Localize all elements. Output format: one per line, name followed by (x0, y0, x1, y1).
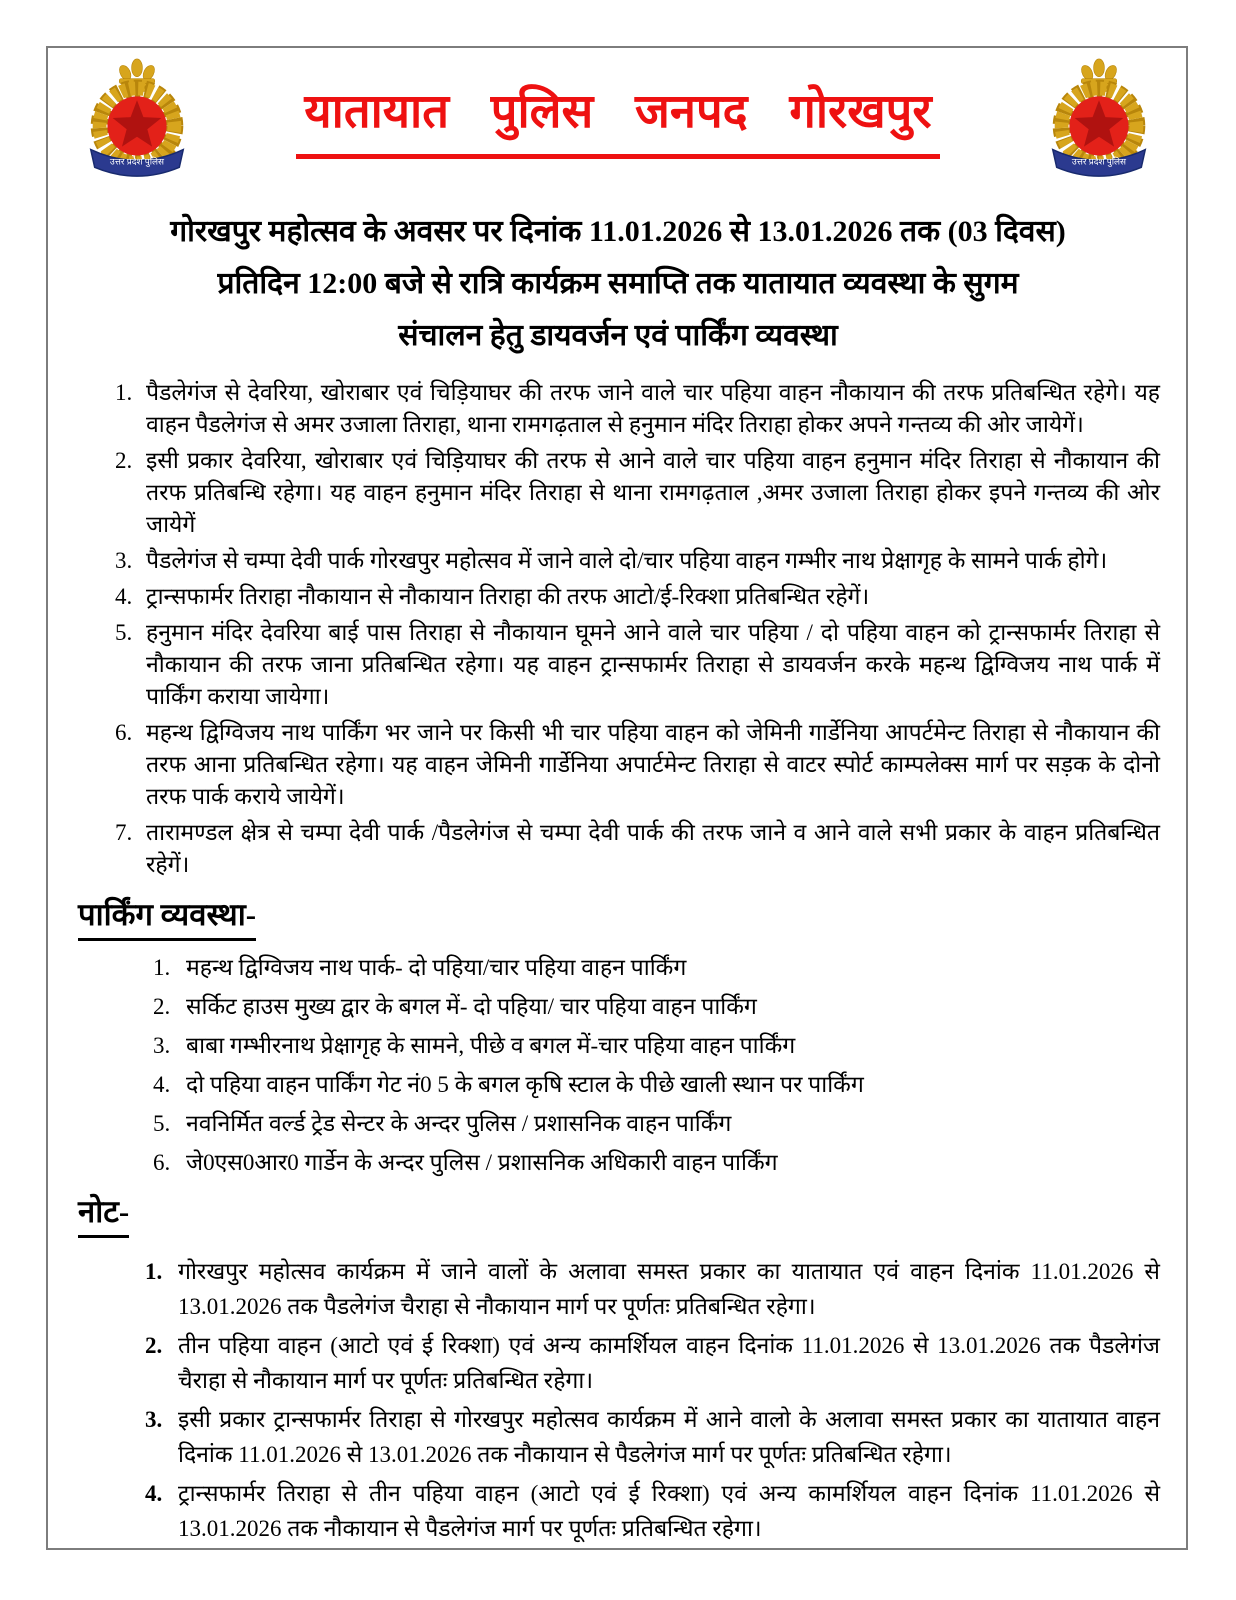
note-list (76, 1254, 1160, 1546)
note-item-4: 4. ट्रान्सफार्मर तिराहा से तीन पहिया वाहन (आटो एवं ई रिक्शा) एवं अन्य कामर्शियल वाहन दिनांक 11.01.2026 से 13.01.2026 तक नौकायान से पैडलेगंज मार्ग पर पूर्णतः प्रतिबन्धित रहेगा। (168, 1476, 1160, 1546)
emblem-ribbon-text: उत्तर प्रदेश पुलिस (109, 156, 165, 167)
parking-item-6: 6. जे0एस0आर0 गार्डेन के अन्दर पुलिस / प्रशासनिक अधिकारी वाहन पार्किंग (176, 1148, 1160, 1178)
document-page (46, 46, 1188, 1550)
diversion-item-4: 4. ट्रान्सफार्मर तिराहा नौकायान से नौकायान तिराहा की तरफ आटो/ई-रिक्शा प्रतिबन्धित रहेगें। (138, 581, 1160, 613)
note-heading: नोट- (78, 1192, 129, 1238)
diversion-item-1: 1. पैडलेगंज से देवरिया, खोराबार एवं चिड़ियाघर की तरफ जाने वाले चार पहिया वाहन नौकायान की तरफ प्रतिबन्धित रहेगे। यह वाहन पैडलेगंज से अमर उजाला तिराहा, थाना रामगढ़ताल से हनुमान मंदिर तिराहा होकर अपने गन्तव्य की ओर जायेगें। (138, 377, 1160, 441)
up-police-emblem-left-icon (76, 56, 198, 184)
up-police-emblem-icon (1038, 56, 1160, 184)
note-item-3: 3. इसी प्रकार ट्रान्सफार्मर तिराहा से गोरखपुर महोत्सव कार्यक्रम में आने वालो के अलावा समस्त प्रकार का यातायात वाहन दिनांक 11.01.2026 से 13.01.2026 तक नौकायान से पैडलेगंज मार्ग पर पूर्णतः प्रतिबन्धित रहेगा। (168, 1402, 1160, 1472)
parking-item-3: 3. बाबा गम्भीरनाथ प्रेक्षागृह के सामने, पीछे व बगल में-चार पहिया वाहन पार्किंग (176, 1031, 1160, 1061)
note-item-2: 2. तीन पहिया वाहन (आटो एवं ई रिक्शा) एवं अन्य कामर्शियल वाहन दिनांक 11.01.2026 से 13.01.2026 तक पैडलेगंज चैराहा से नौकायान मार्ग पर पूर्णतः प्रतिबन्धित रहेगा। (168, 1328, 1160, 1398)
header (76, 56, 1160, 184)
intro-line-1: गोरखपुर महोत्सव के अवसर पर दिनांक 11.01.2026 से 13.01.2026 तक (03 दिवस) (170, 215, 1066, 248)
diversion-item-2: 2. इसी प्रकार देवरिया, खोराबार एवं चिड़ियाघर की तरफ से आने वाले चार पहिया वाहन हनुमान मंदिर तिराहा से नौकायान की तरफ प्रतिबन्धि रहेगा। यह वाहन हनुमान मंदिर तिराहा से थाना रामगढ़ताल ,अमर उजाला तिराहा होकर इपने गन्तव्य की ओर जायेगें (138, 445, 1160, 541)
diversion-item-5: 5. हनुमान मंदिर देवरिया बाई पास तिराहा से नौकायान घूमने आने वाले चार पहिया / दो पहिया वाहन को ट्रान्सफार्मर तिराहा से नौकायान की तरफ जाना प्रतिबन्धित रहेगा। यह वाहन ट्रान्सफार्मर तिराहा से डायवर्जन करके महन्थ द्विग्विजय नाथ पार्क में पार्किंग कराया जायेगा। (138, 617, 1160, 713)
diversion-list (76, 377, 1160, 881)
diversion-item-7: 7. तारामण्डल क्षेत्र से चम्पा देवी पार्क /पैडलेगंज से चम्पा देवी पार्क की तरफ जाने व आने वाले सभी प्रकार के वाहन प्रतिबन्धित रहेगें। (138, 817, 1160, 881)
diversion-item-6: 6. महन्थ द्विग्विजय नाथ पार्किंग भर जाने पर किसी भी चार पहिया वाहन को जेमिनी गार्डेनिया आपर्टमेन्ट तिराहा से नौकायान की तरफ आना प्रतिबन्धित रहेगा। यह वाहन जेमिनी गार्डेनिया अपार्टमेन्ट तिराहा से वाटर स्पोर्ट काम्पलेक्स मार्ग पर सड़क के दोनो तरफ पार्क कराये जायेगें। (138, 717, 1160, 813)
parking-item-5: 5. नवनिर्मित वर्ल्ड ट्रेड सेन्टर के अन्दर पुलिस / प्रशासनिक वाहन पार्किंग (176, 1109, 1160, 1139)
up-police-emblem-right-icon (1038, 56, 1160, 184)
parking-list (76, 953, 1160, 1178)
page-title: यातायात पुलिस जनपद गोरखपुर (296, 81, 939, 160)
parking-heading: पार्किंग व्यवस्था- (78, 895, 256, 941)
up-police-emblem-icon (76, 56, 198, 184)
intro-line-3: संचालन हेतु डायवर्जन एवं पार्किंग व्यवस्था (398, 319, 838, 353)
parking-item-1: 1. महन्थ द्विग्विजय नाथ पार्क- दो पहिया/चार पहिया वाहन पार्किंग (176, 953, 1160, 983)
diversion-item-3: 3. पैडलेगंज से चम्पा देवी पार्क गोरखपुर महोत्सव में जाने वाले दो/चार पहिया वाहन गम्भीर नाथ प्रेक्षागृह के सामने पार्क होगे। (138, 545, 1160, 577)
parking-item-2: 2. सर्किट हाउस मुख्य द्वार के बगल में- दो पहिया/ चार पहिया वाहन पार्किंग (176, 992, 1160, 1022)
intro-paragraph (94, 206, 1142, 363)
note-item-1: 1. गोरखपुर महोत्सव कार्यक्रम में जाने वालों के अलावा समस्त प्रकार का यातायात एवं वाहन दिनांक 11.01.2026 से 13.01.2026 तक पैडलेगंज चैराहा से नौकायान मार्ग पर पूर्णतः प्रतिबन्धित रहेगा। (168, 1254, 1160, 1324)
emblem-ribbon-text: उत्तर प्रदेश पुलिस (1071, 156, 1127, 167)
intro-line-2: प्रतिदिन 12:00 बजे से रात्रि कार्यक्रम समाप्ति तक यातायात व्यवस्था के सुगम (217, 267, 1019, 301)
parking-item-4: 4. दो पहिया वाहन पार्किंग गेट नं0 5 के बगल कृषि स्टाल के पीछे खाली स्थान पर पार्किंग (176, 1070, 1160, 1100)
